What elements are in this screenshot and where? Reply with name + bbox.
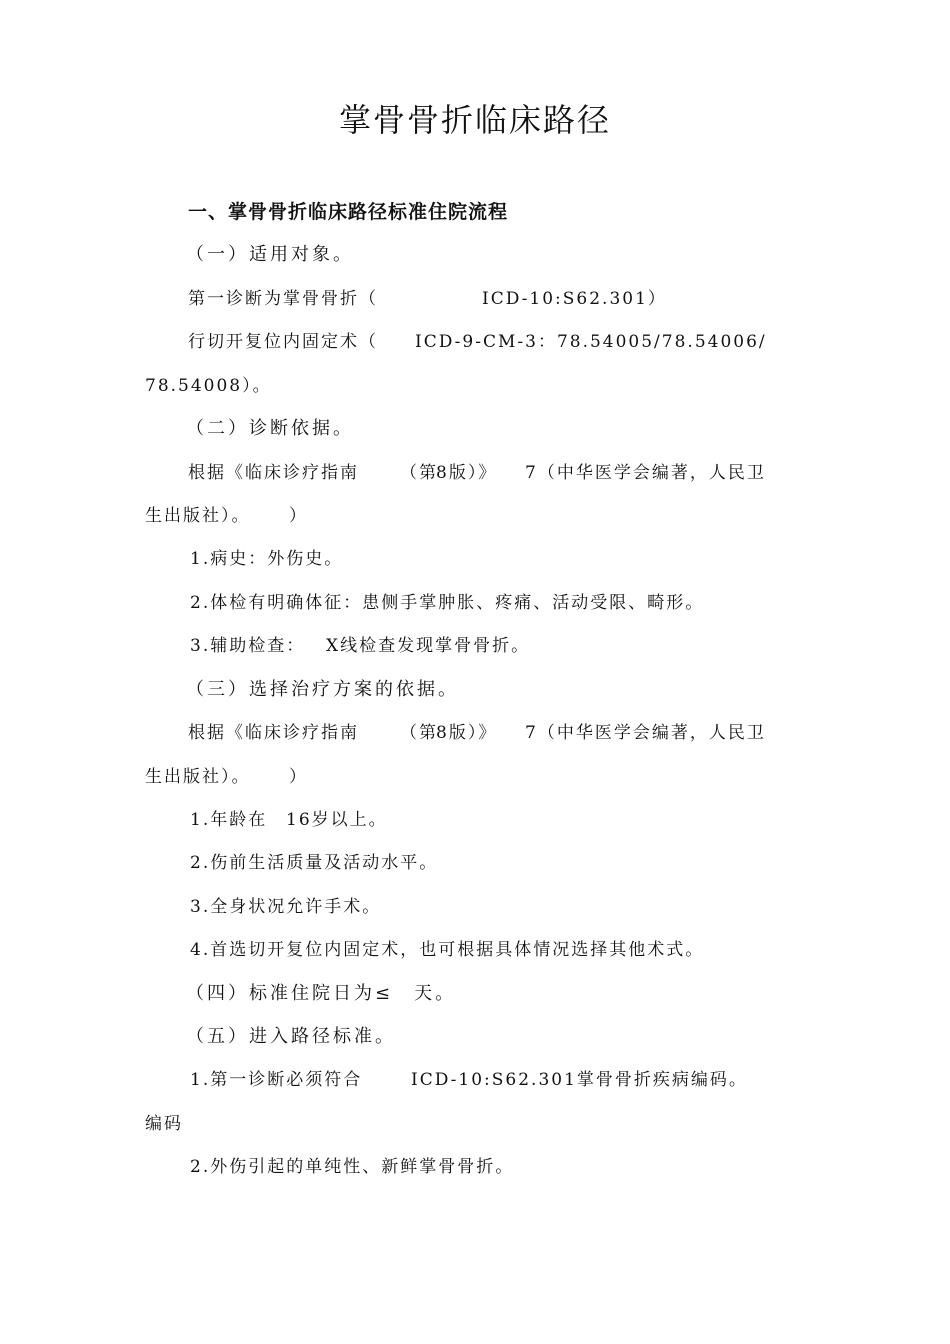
text-line: 8版）》 (436, 723, 498, 743)
list-item: 3.全身状况允许手术。 (190, 897, 382, 917)
list-item: 2.伤前生活质量及活动水平。 (190, 853, 439, 873)
list-item: 2.外伤引起的单纯性、新鲜掌骨骨折。 (190, 1157, 515, 1177)
text-line: 7（中华医学会编著，人民卫 (525, 723, 766, 743)
subsection-heading-5: （五）进入路径标准。 (186, 1026, 396, 1047)
text-line: （第 (400, 463, 438, 483)
text-line: ICD-9-CM-3：78.54005/78.54006/ (415, 332, 767, 352)
text-line: （第 (400, 723, 438, 743)
text-line: 生出版社）。 (145, 506, 251, 526)
list-item: 1.第一诊断必须符合 (190, 1070, 363, 1090)
page-title: 掌骨骨折临床路径 (338, 101, 611, 139)
text-line: ） (289, 506, 308, 526)
subsection-heading-4: （四）标准住院日为≤ 天。 (186, 983, 457, 1004)
text-line: 7（中华医学会编著，人民卫 (525, 463, 766, 483)
list-item: 1.年龄在 (190, 810, 268, 830)
list-item: ICD-10:S62.301掌骨骨折疾病编码。 (411, 1070, 748, 1090)
text-line: 第一诊断为掌骨骨折（ (188, 289, 378, 309)
list-item: X线检查发现掌骨骨折。 (326, 636, 531, 656)
text-line: 8版）》 (436, 463, 498, 483)
section-heading: 一、掌骨骨折临床路径标准住院流程 (188, 201, 509, 223)
text-line: ICD-10:S62.301） (482, 289, 667, 309)
list-item: 4.首选切开复位内固定术，也可根据具体情况选择其他术式。 (190, 940, 705, 960)
text-line: 行切开复位内固定术（ (188, 332, 378, 352)
text-line: 编码 (145, 1114, 183, 1134)
list-item: 1.病史：外伤史。 (190, 549, 344, 569)
subsection-heading-3: （三）选择治疗方案的依据。 (186, 679, 459, 700)
list-item: 3.辅助检查： (190, 636, 306, 656)
text-line: 生出版社）。 (145, 767, 251, 787)
text-line: 根据《临床诊疗指南 (188, 463, 359, 483)
list-item: 16岁以上。 (286, 810, 388, 830)
text-line: 78.54008）。 (145, 376, 272, 396)
text-line: 根据《临床诊疗指南 (188, 723, 359, 743)
subsection-heading-2: （二）诊断依据。 (186, 418, 354, 439)
text-line: ） (289, 767, 308, 787)
subsection-heading-1: （一）适用对象。 (186, 244, 354, 265)
list-item: 2.体检有明确体征：患侧手掌肿胀、疼痛、活动受限、畸形。 (190, 593, 705, 613)
